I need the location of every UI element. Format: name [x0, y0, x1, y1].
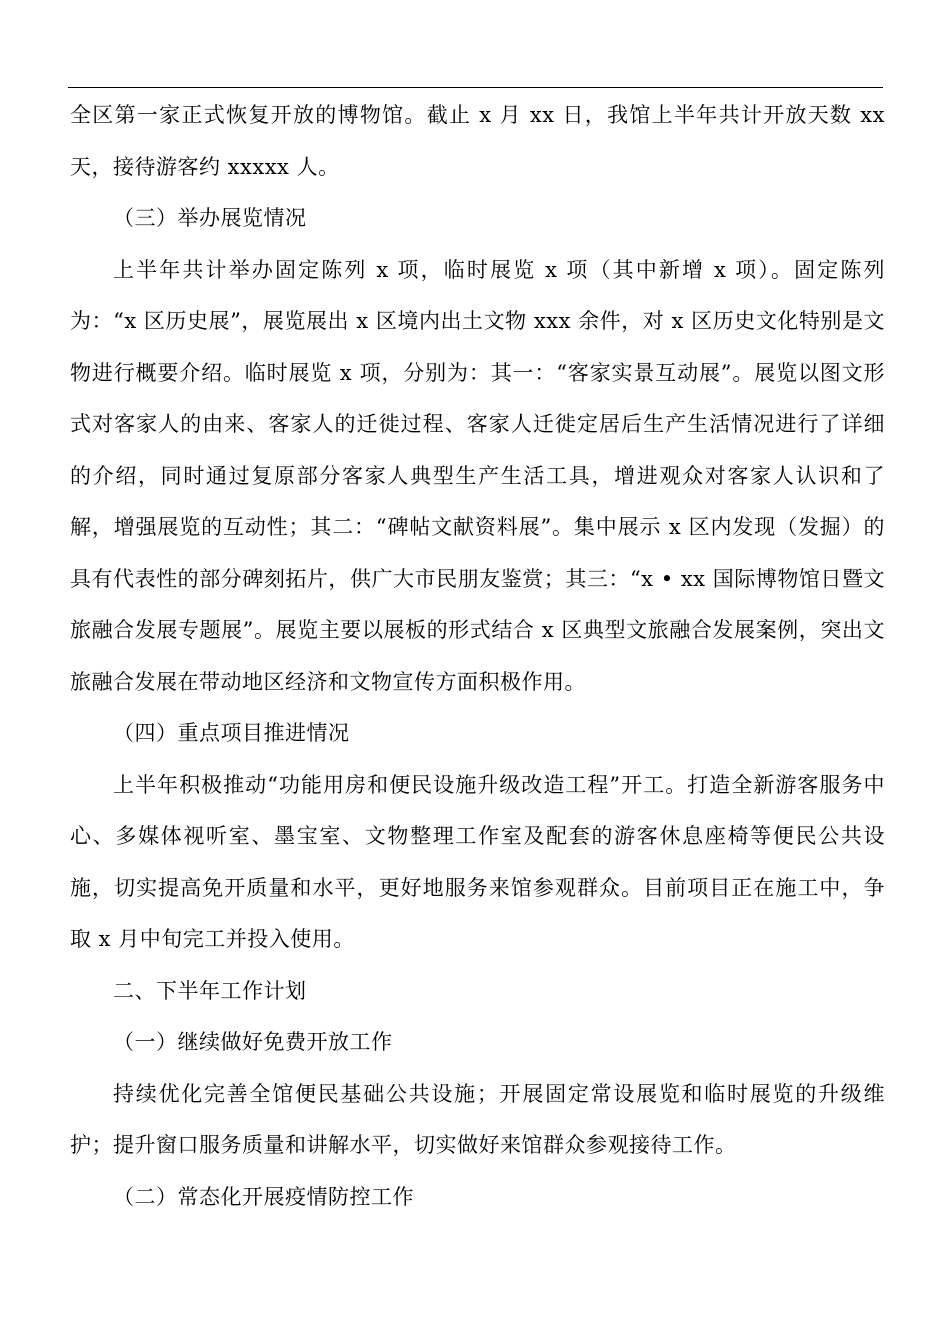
section-heading-epidemic-control: （二）常态化开展疫情防控工作 — [113, 1184, 414, 1209]
section-heading-free-opening: （一）继续做好免费开放工作 — [113, 1030, 393, 1054]
paragraph-exhibitions: 上半年共计举办固定陈列 x 项，临时展览 x 项（其中新增 x 项）。固定陈列为：“x 区历史展”，展览展出 x 区境内出土文物 xxx 余件，对 x 区历史文化特别是文物进行概要介绍。临时展览 x 项，分别为：其一：“客家实景互动展”。展览以图文形式对客家人的由来、客家人的迁徙过程、客家人迁徙定居后生产生活情况进行了详细的介绍，同时通过复原部分客家人典型生产生活工具，增进观众对客家人认识和了解，增强展览的互动性；其二：“碑帖文献资料展”。集中展示 x 区内发现（发掘）的具有代表性的部分碑刻拓片，供广大市民朋友鉴赏；其三：“x • xx 国际博物馆日暨文旅融合发展专题展”。展览主要以展板的形式结合 x 区典型文旅融合发展案例，突出文旅融合发展在带动地区经济和文物宣传方面积极作用。 — [70, 257, 885, 694]
document-body — [70, 90, 885, 1223]
section-heading-key-projects: （四）重点项目推进情况 — [113, 721, 350, 745]
header-rule — [68, 87, 883, 88]
section-heading-exhibitions: （三）举办展览情况 — [113, 206, 307, 230]
paragraph-free-opening: 持续优化完善全馆便民基础公共设施；开展固定常设展览和临时展览的升级维护；提升窗口服务质量和讲解水平，切实做好来馆群众参观接待工作。 — [70, 1081, 885, 1157]
section-heading-second-half-plan: 二、下半年工作计划 — [113, 978, 307, 1003]
paragraph-opening: 全区第一家正式恢复开放的博物馆。截止 x 月 xx 日，我馆上半年共计开放天数 xx 天，接待游客约 xxxxx 人。 — [70, 103, 885, 179]
paragraph-key-projects: 上半年积极推动“功能用房和便民设施升级改造工程”开工。打造全新游客服务中心、多媒体视听室、墨宝室、文物整理工作室及配套的游客休息座椅等便民公共设施，切实提高免开质量和水平，更好地服务来馆参观群众。目前项目正在施工中，争取 x 月中旬完工并投入使用。 — [70, 772, 885, 951]
